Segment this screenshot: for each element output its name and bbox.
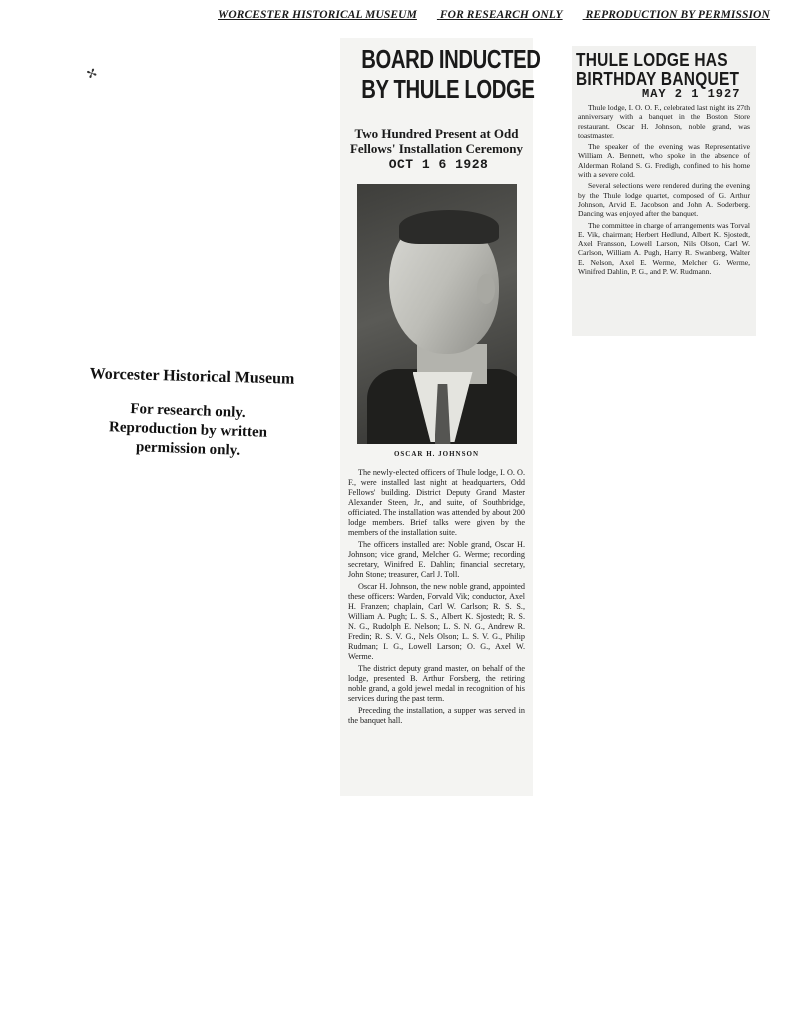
article-paragraph: Preceding the installation, a supper was served in the banquet hall. bbox=[348, 706, 525, 725]
article-paragraph: The speaker of the evening was Representative William A. Bennett, who spoke in the absence of Alderman Roland S. G. Fredigh, confined to his home with a severe cold. bbox=[578, 142, 750, 180]
subhead-text: Two Hundred Present at Odd Fellows' Installation Ceremony bbox=[349, 126, 524, 156]
article-paragraph: The newly-elected officers of Thule lodge, I. O. O. F., were installed last night at headquarters, Odd Fellows' building. District Deputy Grand Master Alexander Steen, Jr., and suite, of Southbridge, officiated. The installation was attended by about 200 lodge members. Brief talks were given by the members of the installation suite. bbox=[348, 468, 525, 537]
article-paragraph: Thule lodge, I. O. O. F., celebrated last night its 27th anniversary with a banquet in the Boston Store restaurant. Oscar H. Johnson, noble grand, was toastmaster. bbox=[578, 103, 750, 140]
article-paragraph: The officers installed are: Noble grand, Oscar H. Johnson; vice grand, Melcher G. Werme; recording secretary, Winifred E. Dahlin; financial secretary, John Stone; treasurer, Carl J. Toll. bbox=[348, 540, 525, 579]
date-stamp: OCT 1 6 1928 bbox=[388, 157, 489, 172]
stray-mark: ✢ bbox=[83, 64, 100, 83]
date-stamp: MAY 2 1 1927 bbox=[642, 87, 741, 101]
stamp-line-1: For research only. bbox=[130, 400, 246, 422]
article-paragraph: Oscar H. Johnson, the new noble grand, appointed these officers: Warden, Forvald Vik; conductor, Axel H. Franzen; chaplain, Carl W. Carlson; R. S. S., William A. Pugh; L. S. S., Albert K. Sjostedt; R. S. N. G., Rudolph E. Nelson; L. S. N. G., Andrew R. Fredin; R. S. V. G., Nels Olson; L. S. V. G., Philip Rudman; I. G., Lowell Larson; O. G., Axel W. Werme. bbox=[348, 582, 525, 661]
headline-line-2: BY THULE LODGE bbox=[361, 74, 535, 104]
archive-header bbox=[218, 9, 790, 21]
clipping-board-inducted bbox=[340, 38, 541, 796]
header-museum: WORCESTER HISTORICAL MUSEUM bbox=[218, 9, 417, 21]
stamp-line-3: permission only. bbox=[135, 439, 241, 459]
museum-stamp bbox=[58, 365, 318, 459]
clipping-headline bbox=[576, 50, 740, 89]
article-body bbox=[572, 103, 756, 276]
headline-line-1: BOARD INDUCTED bbox=[361, 44, 541, 74]
article-paragraph: The committee in charge of arrangements was Torval E. Vik, chairman; Herbert Hedlund, Albert K. Sjostedt, Axel Fransson, Lowell Larson, Nils Olson, Carl W. Carlson, William A. Pugh, Harry R. Swanberg, Walter E. Nelson, Axel E. Werme, Melcher G. Werme, Winifred Dahlin, P. G., and P. W. Rudmann. bbox=[578, 220, 750, 277]
article-body bbox=[340, 468, 533, 726]
clipping-headline bbox=[361, 44, 541, 104]
headline-line-2: BIRTHDAY BANQUET bbox=[576, 69, 740, 89]
clipping-subhead bbox=[340, 126, 533, 172]
article-paragraph: Several selections were rendered during the evening by the Thule lodge quartet, composed of G. Arthur Johnson, Arvid E. Jacobson and John A. Soderberg. Dancing was enjoyed after the banquet. bbox=[578, 181, 750, 219]
headline-line-1: THULE LODGE HAS bbox=[576, 50, 728, 70]
header-reproduction: REPRODUCTION BY PERMISSION bbox=[585, 9, 770, 21]
header-research: FOR RESEARCH ONLY bbox=[439, 9, 563, 21]
stamp-line-2: Reproduction by written bbox=[108, 419, 268, 441]
article-paragraph: The district deputy grand master, on behalf of the lodge, presented B. Arthur Forsberg, the retiring noble grand, a gold jewel medal in recognition of his services during the past term. bbox=[348, 664, 525, 703]
clipping-birthday-banquet bbox=[572, 46, 756, 336]
portrait-photo bbox=[357, 184, 517, 444]
stamp-title: Worcester Historical Museum bbox=[89, 365, 295, 388]
photo-caption: OSCAR H. JOHNSON bbox=[393, 450, 480, 458]
